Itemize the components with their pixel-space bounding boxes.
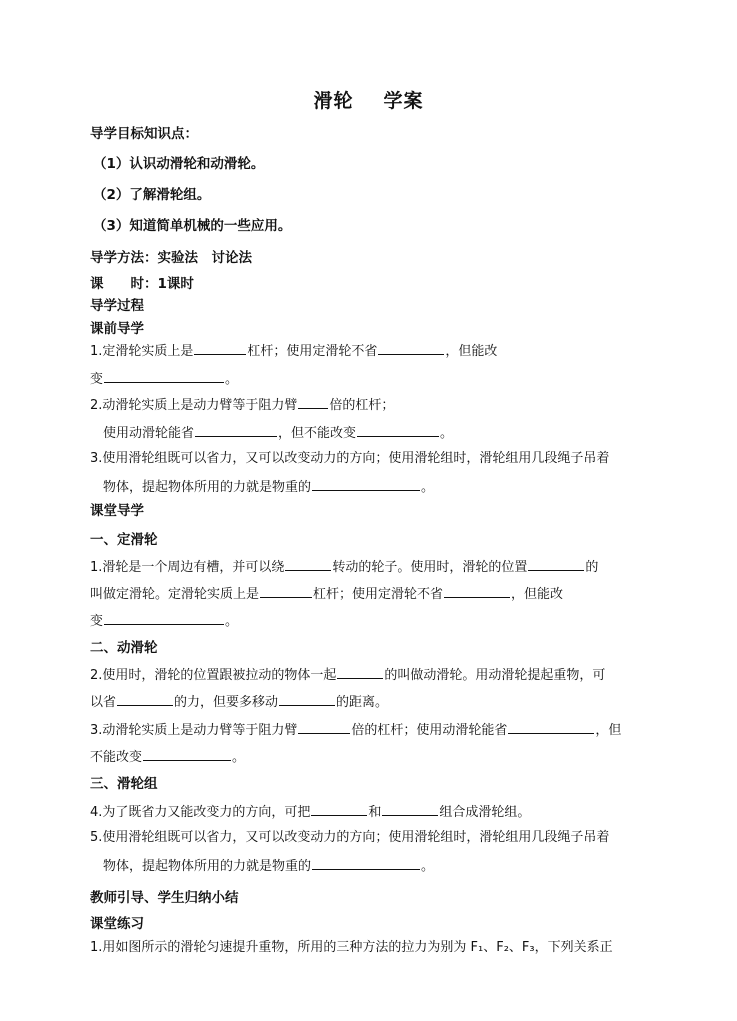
inclass-q5-line2: 物体，提起物体所用的力就是物重的 。 xyxy=(103,856,434,876)
answer-blank[interactable] xyxy=(279,692,335,706)
inclass-q1-line1: 1.滑轮是一个周边有槽，并可以绕 转动的轮子。使用时，滑轮的位置 的 xyxy=(90,557,598,577)
answer-blank[interactable] xyxy=(143,747,231,761)
practice-heading: 课堂练习 xyxy=(90,916,144,932)
inclass-q4-line: 4.为了既省力又能改变力的方向，可把 和 组合成滑轮组。 xyxy=(90,802,530,822)
inclass-q2-line2: 以省 的力，但要多移动 的距离。 xyxy=(90,692,388,712)
process-heading: 导学过程 xyxy=(90,298,144,314)
period-line: 课 时：1课时 xyxy=(90,276,194,292)
preclass-q3-line2: 物体，提起物体所用的力就是物重的 。 xyxy=(103,477,434,497)
objective-item-3: （3）知道简单机械的一些应用。 xyxy=(93,218,292,234)
inclass-q3-line2: 不能改变 。 xyxy=(90,747,245,767)
section-2-heading: 二、动滑轮 xyxy=(90,640,158,656)
objectives-heading: 导学目标知识点： xyxy=(90,126,198,142)
answer-blank[interactable] xyxy=(104,369,224,383)
answer-blank[interactable] xyxy=(357,423,439,437)
inclass-q2-line1: 2.使用时，滑轮的位置跟被拉动的物体一起 的叫做动滑轮。用动滑轮提起重物，可 xyxy=(90,665,605,685)
answer-blank[interactable] xyxy=(337,665,383,679)
inclass-q5-line1: 5.使用滑轮组既可以省力，又可以改变动力的方向；使用滑轮组时，滑轮组用几段绳子吊着 xyxy=(90,830,610,845)
preclass-q1-line1: 1.定滑轮实质上是 杠杆；使用定滑轮不省 ，但能改 xyxy=(90,341,497,361)
preclass-q3-line1: 3.使用滑轮组既可以省力，又可以改变动力的方向；使用滑轮组时，滑轮组用几段绳子吊着 xyxy=(90,451,610,466)
summary-heading: 教师引导、学生归纳小结 xyxy=(90,890,239,906)
answer-blank[interactable] xyxy=(378,341,444,355)
preclass-heading: 课前导学 xyxy=(90,321,144,337)
answer-blank[interactable] xyxy=(312,856,420,870)
answer-blank[interactable] xyxy=(195,423,277,437)
inclass-heading: 课堂导学 xyxy=(90,503,144,519)
answer-blank[interactable] xyxy=(528,557,584,571)
preclass-q1-line2: 变 。 xyxy=(90,369,238,389)
answer-blank[interactable] xyxy=(285,557,331,571)
answer-blank[interactable] xyxy=(444,584,510,598)
answer-blank[interactable] xyxy=(382,802,438,816)
answer-blank[interactable] xyxy=(508,720,594,734)
preclass-q2-line2: 使用动滑轮能省 ，但不能改变 。 xyxy=(103,423,453,443)
answer-blank[interactable] xyxy=(117,692,173,706)
objective-item-1: （1）认识动滑轮和动滑轮。 xyxy=(93,156,265,172)
preclass-q2-line1: 2.动滑轮实质上是动力臂等于阻力臂 倍的杠杆； xyxy=(90,395,394,415)
objective-item-2: （2）了解滑轮组。 xyxy=(93,187,211,203)
answer-blank[interactable] xyxy=(311,802,367,816)
answer-blank[interactable] xyxy=(104,611,224,625)
method-line: 导学方法：实验法 讨论法 xyxy=(90,250,252,266)
inclass-q1-line3: 变 。 xyxy=(90,611,238,631)
section-1-heading: 一、定滑轮 xyxy=(90,532,158,548)
answer-blank[interactable] xyxy=(194,341,246,355)
answer-blank[interactable] xyxy=(312,477,420,491)
section-3-heading: 三、滑轮组 xyxy=(90,776,158,792)
practice-q1-line: 1.用如图所示的滑轮匀速提升重物，所用的三种方法的拉力为别为 F₁、F₂、F₃，下列关系正 xyxy=(90,940,613,955)
page-title xyxy=(0,86,737,113)
inclass-q1-line2: 叫做定滑轮。定滑轮实质上是 杠杆；使用定滑轮不省 ，但能改 xyxy=(90,584,563,604)
title-part-1: 滑轮 xyxy=(313,90,354,112)
answer-blank[interactable] xyxy=(260,584,312,598)
inclass-q3-line1: 3.动滑轮实质上是动力臂等于阻力臂 倍的杠杆；使用动滑轮能省 ，但 xyxy=(90,720,621,740)
answer-blank[interactable] xyxy=(298,395,328,409)
answer-blank[interactable] xyxy=(298,720,350,734)
title-part-2: 学案 xyxy=(383,90,424,112)
